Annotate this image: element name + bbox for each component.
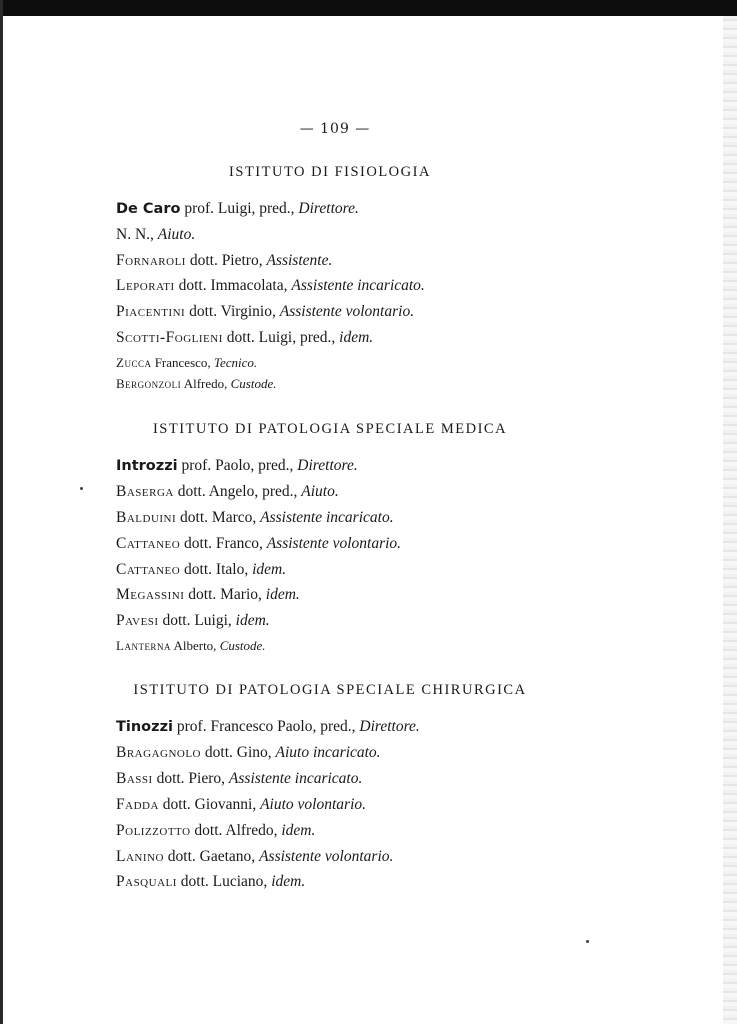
staff-surname: Bergonzoli	[116, 376, 182, 391]
staff-surname: Balduini	[116, 509, 177, 526]
staff-role: Assistente incaricato.	[228, 770, 363, 787]
staff-entry	[116, 612, 270, 630]
ink-speck	[80, 487, 83, 490]
staff-entry	[116, 873, 305, 891]
staff-entry	[116, 277, 425, 295]
staff-role: Direttore.	[359, 718, 420, 735]
staff-details: dott. Marco,	[176, 509, 261, 526]
staff-role: Tecnico.	[213, 355, 258, 370]
staff-role: Custode.	[219, 638, 266, 653]
staff-details: prof. Luigi, pred.,	[180, 200, 299, 217]
staff-role: Assistente volontario.	[279, 303, 415, 320]
staff-surname: Cattaneo	[116, 561, 181, 578]
staff-details: Francesco,	[151, 355, 214, 370]
staff-entry	[116, 303, 414, 321]
staff-surname: Lanino	[116, 848, 164, 865]
staff-role: idem.	[235, 612, 270, 629]
staff-details: dott. Gino,	[201, 744, 276, 761]
scan-right-edge	[723, 16, 737, 1024]
staff-role: Aiuto.	[301, 483, 339, 500]
staff-entry	[116, 561, 286, 579]
staff-details: prof. Francesco Paolo, pred.,	[173, 718, 360, 735]
scan-top-border	[0, 0, 737, 16]
staff-entry	[116, 796, 366, 814]
staff-role: Assistente incaricato.	[260, 509, 394, 526]
staff-surname: Cattaneo	[116, 535, 181, 552]
staff-details: prof. Paolo, pred.,	[177, 457, 298, 474]
staff-surname: Piacentini	[116, 303, 186, 320]
staff-surname: Lanterna	[116, 638, 171, 653]
section-title-patologia-chirurgica: ISTITUTO DI PATOLOGIA SPECIALE CHIRURGICA	[133, 682, 527, 698]
staff-entry	[116, 252, 332, 270]
staff-details: dott. Angelo, pred.,	[173, 483, 302, 500]
staff-entry	[116, 376, 277, 392]
staff-details: dott. Alfredo,	[190, 822, 282, 839]
staff-details: dott. Luigi, pred.,	[222, 329, 340, 346]
staff-role: Assistente volontario.	[266, 535, 402, 552]
staff-role: Direttore.	[298, 200, 359, 217]
staff-surname: Zucca	[116, 355, 152, 370]
staff-surname: Pasquali	[116, 873, 177, 890]
staff-surname: Bassi	[116, 770, 153, 787]
staff-surname: Introzzi	[116, 458, 178, 474]
staff-details: dott. Italo,	[180, 561, 253, 578]
staff-entry	[116, 718, 420, 736]
staff-surname: Fadda	[116, 796, 159, 813]
staff-details: dott. Mario,	[184, 586, 266, 603]
staff-details: dott. Piero,	[152, 770, 229, 787]
staff-entry	[116, 770, 362, 788]
staff-role: Custode.	[230, 376, 277, 391]
staff-details: dott. Immacolata,	[174, 277, 292, 294]
staff-surname: Bragagnolo	[116, 744, 202, 761]
staff-role: idem.	[339, 329, 374, 346]
staff-details: dott. Franco,	[180, 535, 267, 552]
staff-role: idem.	[281, 822, 316, 839]
ink-speck	[586, 940, 589, 943]
staff-surname: Megassini	[116, 586, 185, 603]
staff-surname: Scotti-Foglieni	[116, 329, 223, 346]
staff-entry	[116, 822, 315, 840]
staff-role: Assistente.	[266, 252, 333, 269]
staff-entry	[116, 509, 394, 527]
staff-surname: De Caro	[116, 201, 181, 217]
staff-role: Aiuto.	[157, 226, 196, 243]
staff-role: idem.	[271, 873, 306, 890]
staff-entry	[116, 638, 266, 654]
staff-surname: Fornaroli	[116, 252, 186, 269]
staff-details: dott. Virginio,	[185, 303, 280, 320]
staff-role: Direttore.	[297, 457, 358, 474]
staff-surname: N. N.,	[116, 226, 154, 243]
section-title-patologia-medica: ISTITUTO DI PATOLOGIA SPECIALE MEDICA	[152, 421, 508, 437]
staff-details: Alberto,	[170, 638, 220, 653]
staff-entry	[116, 200, 359, 218]
staff-details: dott. Luciano,	[176, 873, 272, 890]
staff-role: Assistente volontario.	[259, 848, 394, 865]
staff-entry	[116, 226, 195, 244]
page-number: — 109 —	[299, 121, 371, 137]
staff-entry	[116, 355, 257, 371]
staff-entry	[116, 457, 358, 475]
staff-surname: Tinozzi	[116, 719, 173, 735]
staff-surname: Polizzotto	[116, 822, 191, 839]
staff-role: Assistente incaricato.	[291, 277, 425, 294]
staff-entry	[116, 483, 339, 501]
staff-details: dott. Giovanni,	[158, 796, 261, 813]
staff-entry	[116, 586, 300, 604]
staff-entry	[116, 848, 393, 866]
staff-entry	[116, 329, 373, 347]
staff-details: dott. Gaetano,	[163, 848, 260, 865]
staff-details: dott. Pietro,	[185, 252, 267, 269]
staff-entry	[116, 744, 381, 762]
staff-role: idem.	[252, 561, 287, 578]
staff-role: Aiuto volontario.	[260, 796, 367, 813]
staff-role: Aiuto incaricato.	[275, 744, 381, 761]
staff-details: Alfredo,	[181, 376, 231, 391]
staff-surname: Baserga	[116, 483, 174, 500]
staff-surname: Pavesi	[116, 612, 159, 629]
staff-surname: Leporati	[116, 277, 175, 294]
staff-details: dott. Luigi,	[158, 612, 236, 629]
staff-role: idem.	[265, 586, 300, 603]
staff-entry	[116, 535, 401, 553]
scan-left-border	[0, 0, 3, 1024]
section-title-fisiologia: ISTITUTO DI FISIOLOGIA	[229, 164, 431, 180]
